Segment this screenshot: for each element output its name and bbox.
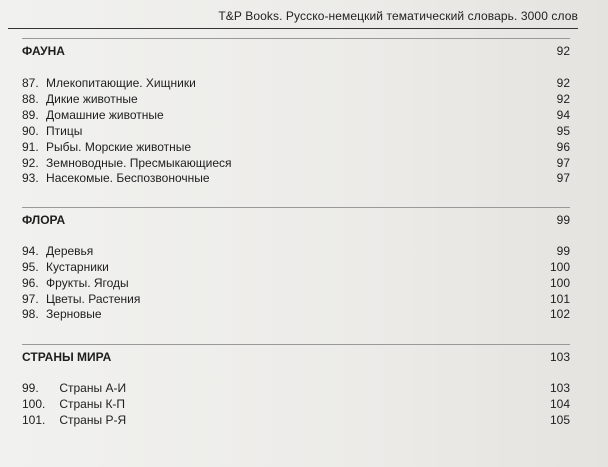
toc-entry[interactable] [22, 124, 570, 138]
toc-entry[interactable] [22, 397, 570, 411]
entry-page-number: 92 [556, 76, 570, 90]
toc-entry[interactable] [22, 108, 570, 122]
entry-page-number: 100 [549, 260, 570, 274]
toc-entry[interactable] [22, 292, 570, 306]
toc-section-heading[interactable] [22, 213, 570, 227]
entry-title: Земноводные. Пресмыкающиеся [46, 156, 232, 170]
entry-number: 98. [22, 307, 39, 321]
entry-title: Страны А-И [59, 381, 127, 395]
entry-number: 91. [22, 140, 39, 154]
entry-page-number: 102 [549, 307, 570, 321]
entry-title: Рыбы. Морские животные [46, 140, 192, 154]
entry-title: Деревья [46, 244, 94, 258]
section-title: ФАУНА [22, 44, 65, 58]
entry-number: 101. [22, 413, 46, 427]
toc-entry[interactable] [22, 244, 570, 258]
entry-number: 96. [22, 276, 39, 290]
section-title: СТРАНЫ МИРА [22, 350, 112, 364]
toc-entry[interactable] [22, 307, 570, 321]
entry-title: Цветы. Растения [46, 292, 141, 306]
toc-entry[interactable] [22, 260, 570, 274]
entry-page-number: 96 [556, 140, 570, 154]
section-page-number: 92 [556, 44, 570, 58]
toc-entry[interactable] [22, 156, 570, 170]
entry-page-number: 92 [556, 92, 570, 106]
toc-entry[interactable] [22, 276, 570, 290]
entry-title: Кустарники [46, 260, 109, 274]
entry-number: 100. [22, 397, 46, 411]
entry-number: 97. [22, 292, 39, 306]
toc-entry[interactable] [22, 140, 570, 154]
entry-page-number: 103 [549, 381, 570, 395]
entry-title: Страны Р-Я [59, 413, 127, 427]
entry-number: 88. [22, 92, 39, 106]
section-separator [22, 38, 570, 39]
entry-page-number: 101 [549, 292, 570, 306]
entry-title: Фрукты. Ягоды [46, 276, 129, 290]
entry-title: Насекомые. Беспозвоночные [46, 171, 210, 185]
header-rule [8, 28, 578, 29]
entry-number: 99. [22, 381, 39, 395]
toc-section-heading[interactable] [22, 44, 570, 58]
section-page-number: 99 [556, 213, 570, 227]
entry-page-number: 100 [549, 276, 570, 290]
toc-entry[interactable] [22, 92, 570, 106]
entry-page-number: 99 [556, 244, 570, 258]
entry-page-number: 105 [549, 413, 570, 427]
entry-number: 94. [22, 244, 39, 258]
entry-title: Страны К-П [59, 397, 126, 411]
toc-entry[interactable] [22, 381, 570, 395]
section-separator [22, 207, 570, 208]
entry-title: Зерновые [46, 307, 102, 321]
entry-title: Птицы [46, 124, 83, 138]
entry-page-number: 104 [549, 397, 570, 411]
section-title: ФЛОРА [22, 213, 66, 227]
entry-title: Дикие животные [46, 92, 138, 106]
toc-entry[interactable] [22, 76, 570, 90]
entry-page-number: 97 [556, 171, 570, 185]
entry-number: 93. [22, 171, 39, 185]
entry-page-number: 97 [556, 156, 570, 170]
running-header: T&P Books. Русско-немецкий тематический словарь. 3000 слов [218, 9, 578, 23]
entry-number: 90. [22, 124, 39, 138]
entry-number: 89. [22, 108, 39, 122]
section-separator [22, 344, 570, 345]
section-page-number: 103 [549, 350, 570, 364]
toc-entry[interactable] [22, 413, 570, 427]
entry-number: 87. [22, 76, 39, 90]
entry-title: Млекопитающие. Хищники [46, 76, 196, 90]
entry-number: 95. [22, 260, 39, 274]
entry-page-number: 94 [556, 108, 570, 122]
entry-number: 92. [22, 156, 39, 170]
toc-section-heading[interactable] [22, 350, 570, 364]
entry-page-number: 95 [556, 124, 570, 138]
entry-title: Домашние животные [46, 108, 164, 122]
toc-entry[interactable] [22, 171, 570, 185]
